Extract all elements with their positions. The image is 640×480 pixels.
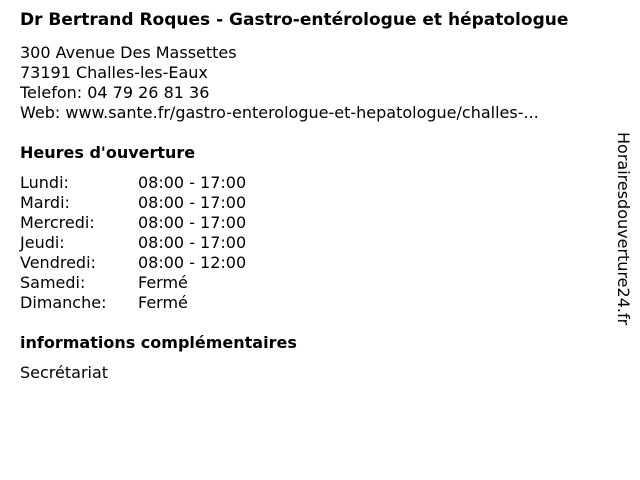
hours-row-thursday xyxy=(20,233,605,253)
hours-row-wednesday xyxy=(20,213,605,233)
hours-row-sunday xyxy=(20,293,605,313)
day-hours: Fermé xyxy=(138,293,188,312)
day-label: Lundi: xyxy=(20,173,69,192)
day-hours: 08:00 - 17:00 xyxy=(138,173,247,192)
day-hours: 08:00 - 17:00 xyxy=(138,193,247,212)
opening-hours-heading: Heures d'ouverture xyxy=(20,143,196,162)
additional-info-text: Secrétariat xyxy=(20,363,109,382)
hours-row-friday xyxy=(20,253,605,273)
day-hours: Fermé xyxy=(138,273,188,292)
day-label: Jeudi: xyxy=(20,233,65,252)
site-watermark xyxy=(612,132,634,372)
day-label: Samedi: xyxy=(20,273,86,292)
day-hours: 08:00 - 17:00 xyxy=(138,233,247,252)
business-details xyxy=(20,10,605,383)
street-address: 300 Avenue Des Massettes xyxy=(20,43,237,62)
hours-row-monday xyxy=(20,173,605,193)
hours-row-saturday xyxy=(20,273,605,293)
day-label: Mercredi: xyxy=(20,213,95,232)
day-hours: 08:00 - 17:00 xyxy=(138,213,247,232)
watermark-text: Horairesdouverture24.fr xyxy=(614,132,633,326)
contact-block xyxy=(20,43,605,123)
opening-hours-table xyxy=(20,173,605,313)
day-label: Vendredi: xyxy=(20,253,96,272)
hours-row-tuesday xyxy=(20,193,605,213)
day-label: Dimanche: xyxy=(20,293,107,312)
additional-info-heading: informations complémentaires xyxy=(20,333,297,352)
phone-number: Telefon: 04 79 26 81 36 xyxy=(20,83,210,102)
website-link[interactable]: Web: www.sante.fr/gastro-enterologue-et-hepatologue/challes-... xyxy=(20,103,539,122)
page-title: Dr Bertrand Roques - Gastro-entérologue et hépatologue xyxy=(20,10,569,30)
day-hours: 08:00 - 12:00 xyxy=(138,253,247,272)
city-address: 73191 Challes-les-Eaux xyxy=(20,63,208,82)
day-label: Mardi: xyxy=(20,193,70,212)
